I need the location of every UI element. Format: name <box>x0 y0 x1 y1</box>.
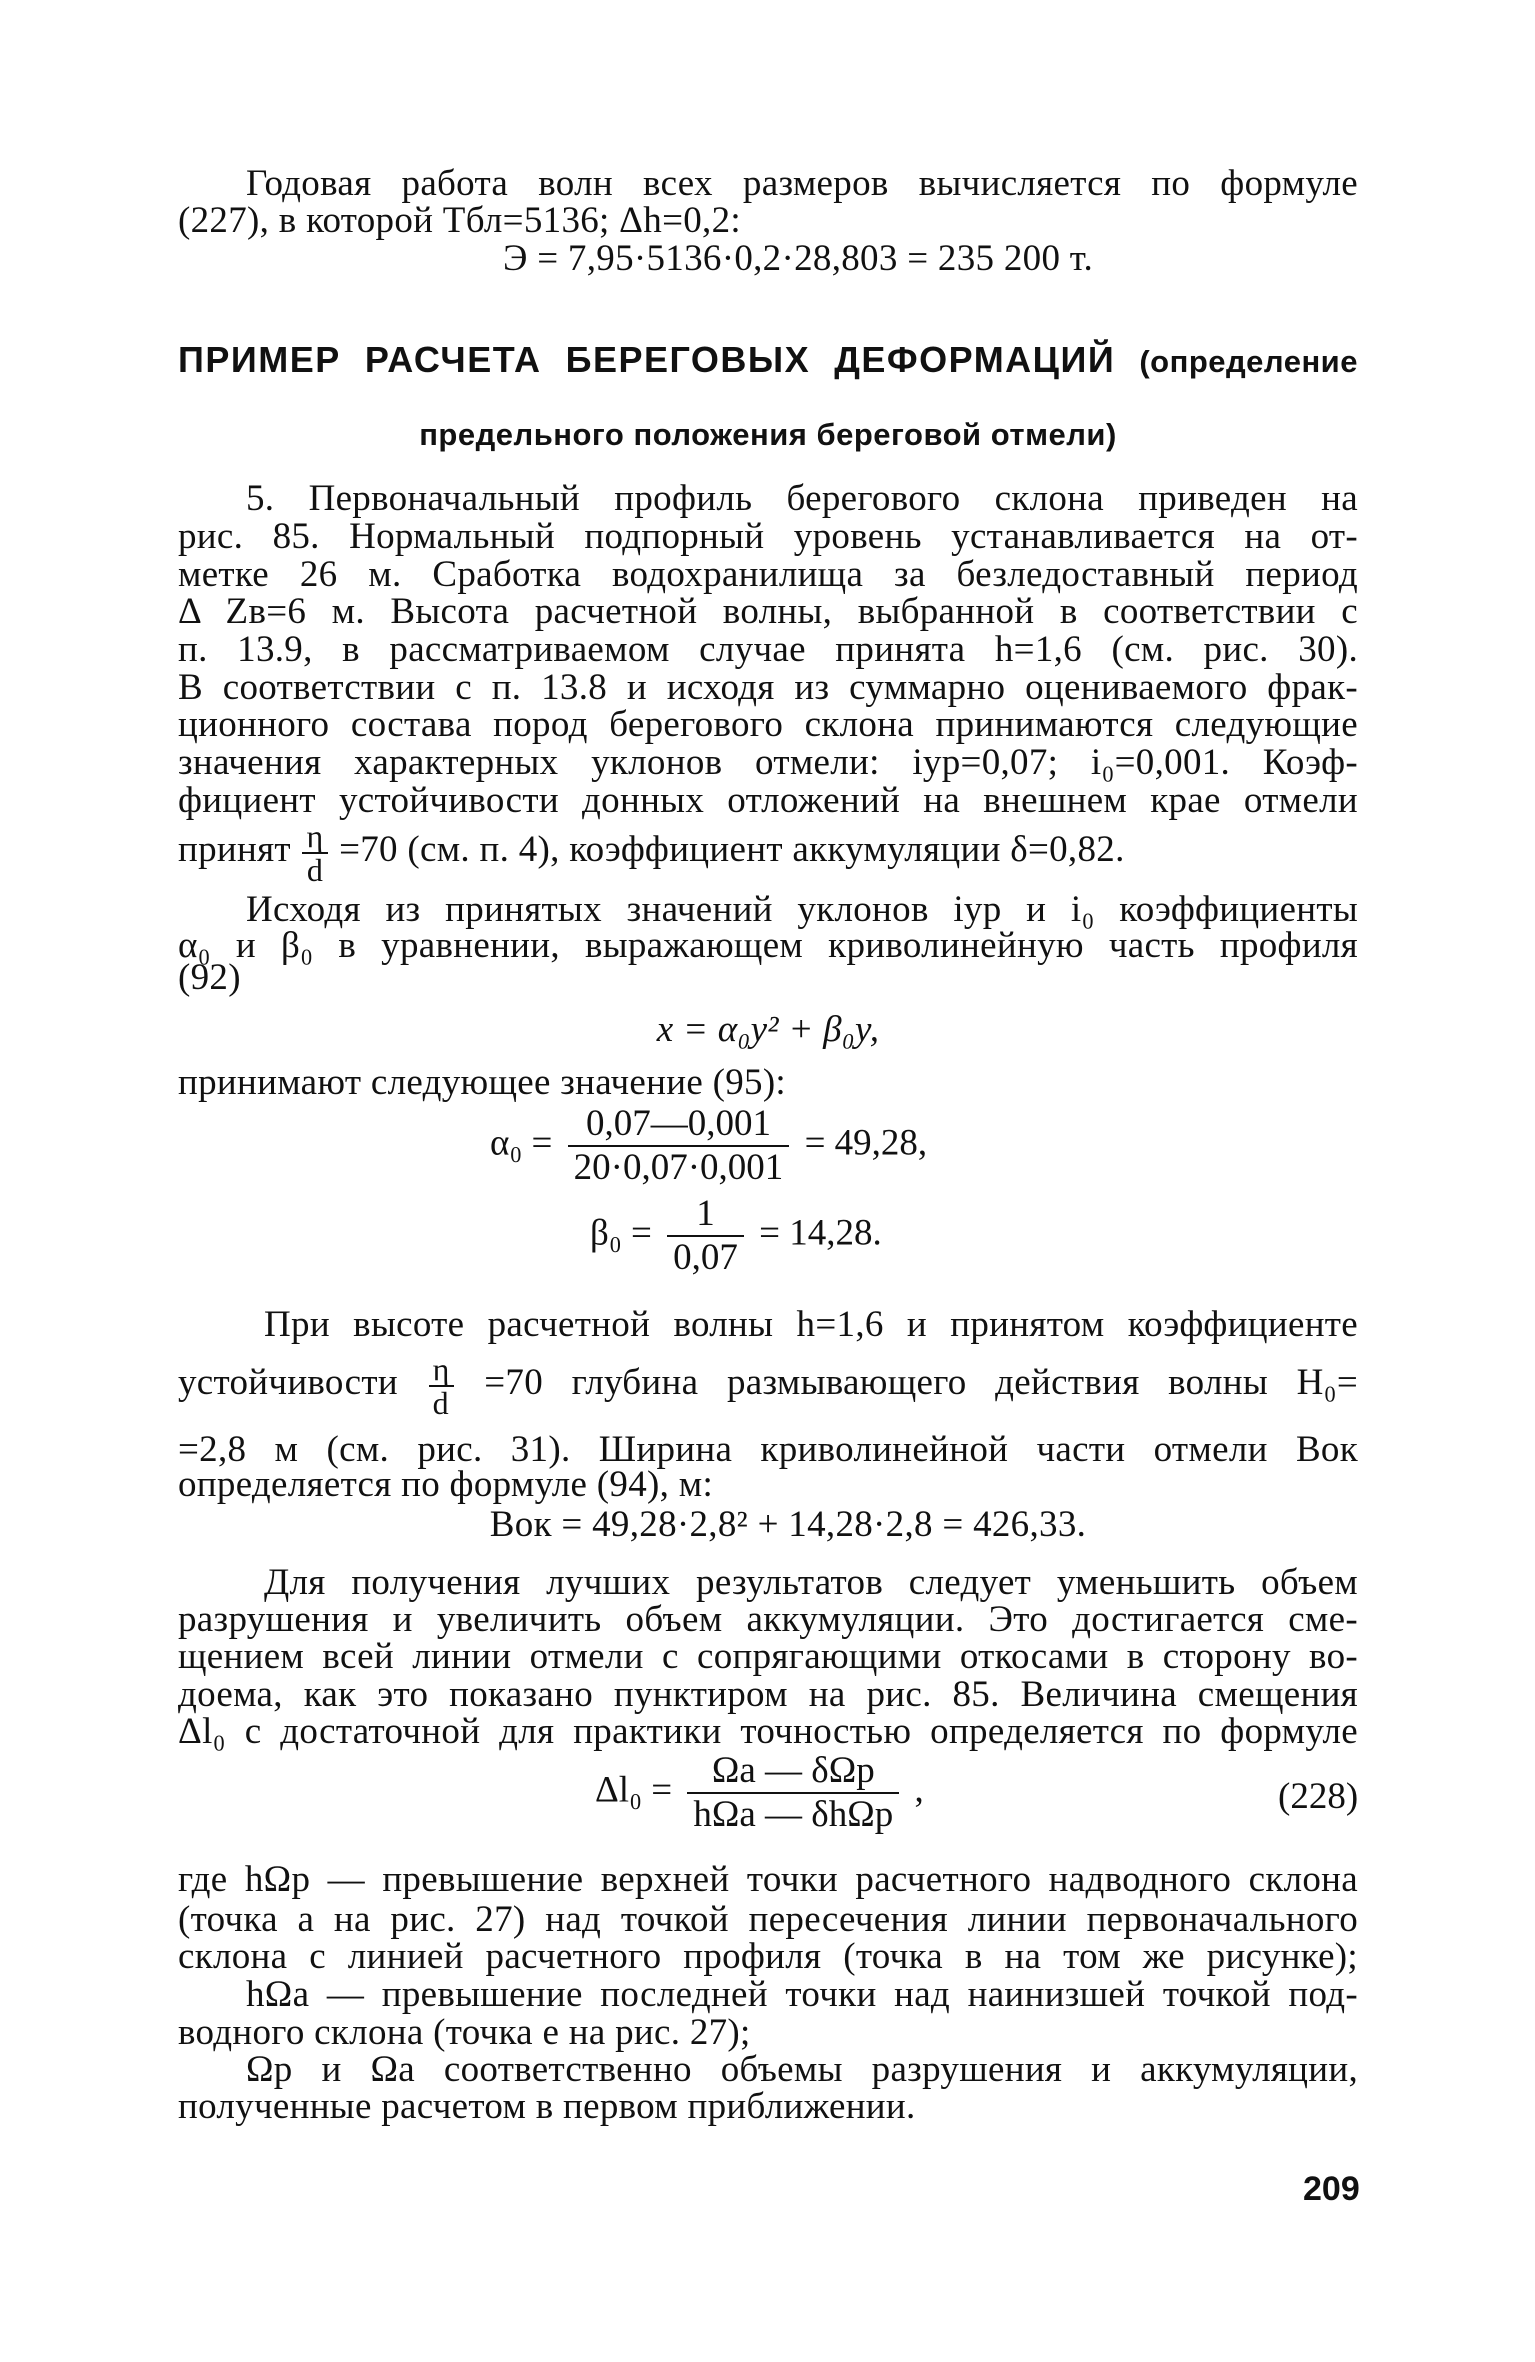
para8-line-5: Δl₀ с достаточной для практики точностью определяется по формуле <box>178 1711 1358 1752</box>
alpha-lhs: α₀ = <box>490 1122 553 1164</box>
para5-line-7: ционного состава пород берегового склона принимаются следующие <box>178 704 1358 745</box>
alpha-formula <box>490 1105 927 1187</box>
where-line-2: (точка а на рис. 27) над точкой пересечения линии первоначального <box>178 1899 1358 1940</box>
intro-line-2: (227), в которой Тбл=5136; Δh=0,2: <box>178 200 741 241</box>
para7-line2-post: =70 глубина размывающего действия волны H₀= <box>484 1362 1358 1403</box>
para8-line-1: Для получения лучших результатов следует уменьшить объем <box>264 1562 1358 1603</box>
eq228-lhs: Δl₀ = <box>595 1769 673 1811</box>
para8-line-4: доема, как это показано пунктиром на рис. 85. Величина смещения <box>178 1674 1358 1715</box>
para8-line-2: разрушения и увеличить объем аккумуляции. Это достигается сме- <box>178 1599 1358 1640</box>
para6-line-2: α₀ и β₀ в уравнении, выражающем криволинейную часть профиля <box>178 925 1358 966</box>
para5-line-8: значения характерных уклонов отмели: iур=0,07; i₀=0,001. Коэф- <box>178 742 1358 783</box>
para7-line-3: =2,8 м (см. рис. 31). Ширина криволинейной части отмели Bок <box>178 1429 1358 1470</box>
equation-228 <box>595 1752 924 1834</box>
eta-over-d-fraction-2 <box>429 1350 454 1421</box>
eta-numerator-2: η <box>429 1353 454 1387</box>
where-line-4: hΩа — превышение последней точки над наинизшей точкой под- <box>246 1974 1358 2015</box>
intro-formula: Э = 7,95·5136·0,2·28,803 = 235 200 т. <box>502 238 1094 279</box>
d-denominator: d <box>306 851 324 888</box>
alpha-numerator: 0,07—0,001 <box>568 1105 790 1147</box>
para6-line-1: Исходя из принятых значений уклонов iур и i₀ коэффициенты <box>246 889 1358 930</box>
beta-denominator: 0,07 <box>673 1237 738 1278</box>
eq228-numerator: Ωа — δΩр <box>687 1752 899 1794</box>
alpha-denominator: 20·0,07·0,001 <box>573 1147 784 1188</box>
b-ok-formula: Bок = 49,28·2,8² + 14,28·2,8 = 426,33. <box>489 1504 1087 1545</box>
heading-main: ПРИМЕР РАСЧЕТА БЕРЕГОВЫХ ДЕФОРМАЦИЙ <box>178 339 1116 380</box>
heading-sub-2: предельного положения береговой отмели) <box>419 417 1117 452</box>
beta-formula <box>590 1195 882 1277</box>
eq228-tail: , <box>914 1769 924 1811</box>
para5-line-6: В соответствии с п. 13.8 и исходя из суммарно оцениваемого фрак- <box>178 667 1358 708</box>
para5-line-4: Δ Zв=6 м. Высота расчетной волны, выбранной в соответствии с <box>178 591 1358 632</box>
para5-line-2: рис. 85. Нормальный подпорный уровень устанавливается на от- <box>178 516 1358 557</box>
para5-line-3: метке 26 м. Сработка водохранилища за безледоставный период <box>178 554 1358 595</box>
equation-number-228: (228) <box>1278 1776 1359 1817</box>
para7-line-4: определяется по формуле (94), м: <box>178 1464 714 1505</box>
eq228-fraction <box>687 1752 899 1834</box>
heading-sub-1: (определение <box>1139 344 1358 379</box>
para5-last-line <box>178 815 1125 888</box>
d-denominator-2: d <box>432 1384 449 1421</box>
para7-line-2 <box>178 1348 1358 1421</box>
where-line-7: полученные расчетом в первом приближении. <box>178 2086 916 2127</box>
para5-line-5: п. 13.9, в рассматриваемом случае принята h=1,6 (см. рис. 30). <box>178 629 1358 670</box>
where-line-1: где hΩр — превышение верхней точки расчетного надводного склона <box>178 1859 1358 1900</box>
page-number: 209 <box>1303 2170 1360 2208</box>
alpha-rhs: = 49,28, <box>804 1122 928 1164</box>
eta-numerator: η <box>302 820 327 854</box>
accept-text: принимают следующее значение (95): <box>178 1062 787 1103</box>
beta-lhs: β₀ = <box>590 1212 652 1254</box>
beta-numerator: 1 <box>667 1195 744 1237</box>
eta-over-d-fraction <box>302 817 327 888</box>
beta-fraction <box>667 1195 744 1277</box>
where-line-5: водного склона (точка е на рис. 27); <box>178 2012 751 2053</box>
para7-line-1: При высоте расчетной волны h=1,6 и принятом коэффициенте <box>264 1304 1358 1345</box>
where-line-6: Ωр и Ωа соответственно объемы разрушения и аккумуляции, <box>246 2049 1358 2090</box>
para6-line-3: (92) <box>178 957 241 998</box>
where-line-3: склона с линией расчетного профиля (точка в на том же рисунке); <box>178 1936 1358 1977</box>
eq228-denominator: hΩа — δhΩр <box>693 1794 894 1835</box>
para5-last-post: =70 (см. п. 4), коэффициент аккумуляции δ=0,82. <box>339 829 1125 870</box>
para8-line-3: щением всей линии отмели с сопрягающими откосами в сторону во- <box>178 1636 1358 1677</box>
para5-line-1: 5. Первоначальный профиль берегового склона приведен на <box>246 478 1358 519</box>
profile-equation: x = α₀y² + β₀y, <box>656 1009 880 1050</box>
beta-rhs: = 14,28. <box>759 1212 882 1254</box>
para7-line2-pre: устойчивости <box>178 1362 398 1403</box>
para5-line-9: фициент устойчивости донных отложений на внешнем крае отмели <box>178 780 1358 821</box>
alpha-fraction <box>568 1105 790 1187</box>
para5-last-pre: принят <box>178 829 291 870</box>
intro-line-1: Годовая работа волн всех размеров вычисляется по формуле <box>246 163 1358 204</box>
section-heading <box>178 340 1358 382</box>
